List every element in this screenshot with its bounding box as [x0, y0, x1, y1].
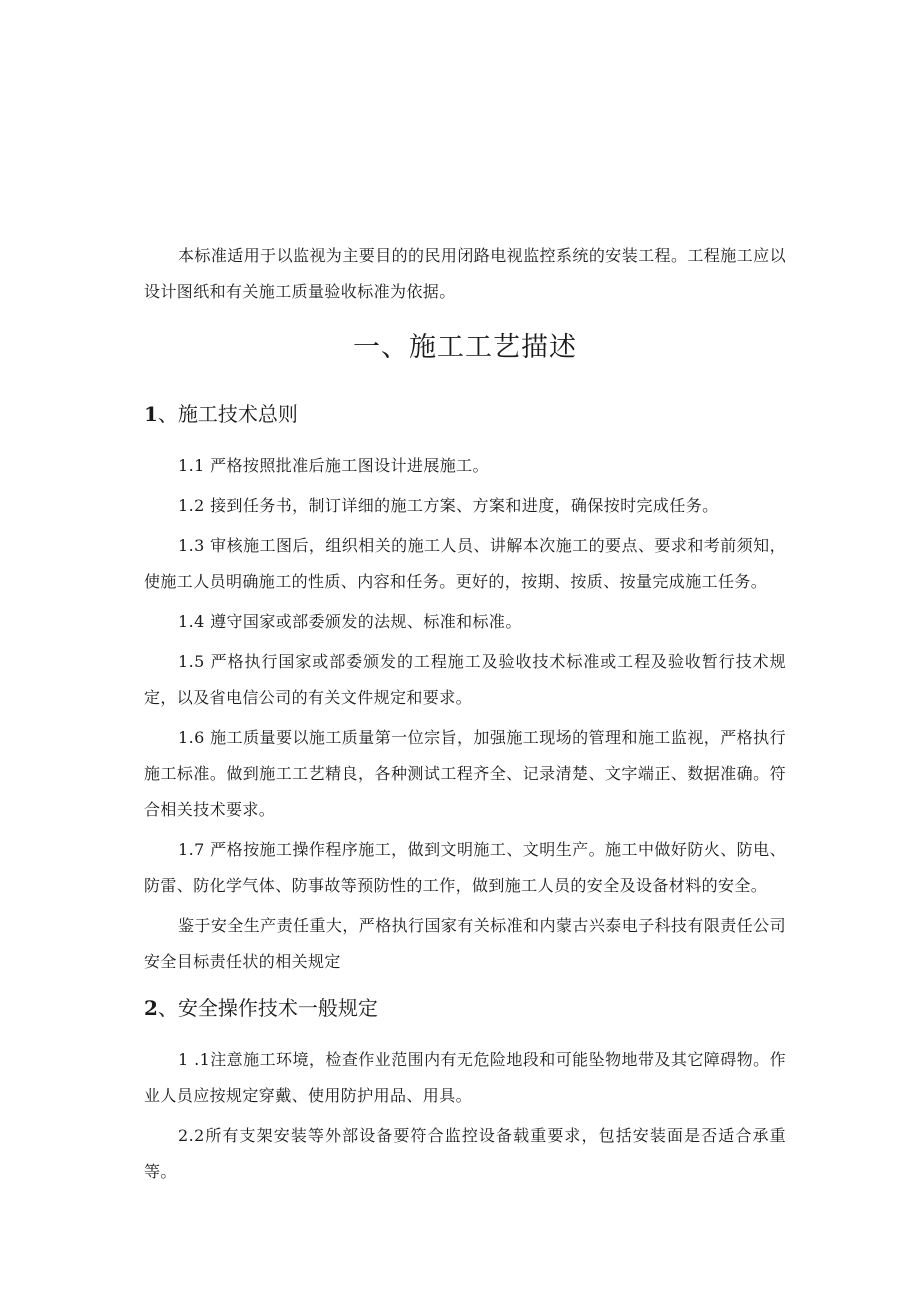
clause-2-1: 1 .1注意施工环境，检查作业范围内有无危险地段和可能坠物地带及其它障碍物。作业人员应按规定穿戴、使用防护用品、用具。 [144, 1050, 786, 1105]
section-2-heading [144, 986, 786, 1030]
section-1-title: 、施工技术总则 [157, 402, 298, 426]
document-body [144, 238, 786, 1194]
section-2-number: 2 [144, 996, 158, 1020]
clause-1-4: 1.4 遵守国家或部委颁发的法规、标准和标准。 [178, 612, 522, 631]
section-1-number: 1 [144, 402, 158, 426]
main-heading: 一、施工工艺描述 [353, 332, 577, 363]
clause-1-2: 1.2 接到任务书，制订详细的施工方案、方案和进度，确保按时完成任务。 [178, 496, 719, 515]
clause-1-5: 1.5 严格执行国家或部委颁发的工程施工及验收技术标准或工程及验收暂行技术规定，以及省电信公司的有关文件规定和要求。 [144, 652, 786, 707]
clause-1-1: 1.1 严格按照批准后施工图设计进展施工。 [178, 456, 489, 475]
intro-paragraph: 本标准适用于以监视为主要目的的民用闭路电视监控系统的安装工程。工程施工应以设计图纸和有关施工质量验收标准为依据。 [144, 246, 786, 301]
section-1-heading [144, 392, 786, 436]
clause-1-3: 1.3 审核施工图后，组织相关的施工人员、讲解本次施工的要点、要求和考前须知，使施工人员明确施工的性质、内容和任务。更好的，按期、按质、按量完成施工任务。 [144, 536, 786, 591]
clause-1-7: 1.7 严格按施工操作程序施工，做到文明施工、文明生产。施工中做好防火、防电、防雷、防化学气体、防事故等预防性的工作，做到施工人员的安全及设备材料的安全。 [144, 840, 786, 895]
clause-2-2: 2.2所有支架安装等外部设备要符合监控设备载重要求，包括安装面是否适合承重等。 [144, 1126, 786, 1181]
section-2-title: 、安全操作技术一般规定 [157, 996, 378, 1020]
clause-1-6: 1.6 施工质量要以施工质量第一位宗旨，加强施工现场的管理和施工监视，严格执行施工标准。做到施工工艺精良，各种测试工程齐全、记录清楚、文字端正、数据准确。符合相关技术要求。 [144, 728, 786, 819]
safety-note-paragraph: 鉴于安全生产责任重大，严格执行国家有关标准和内蒙古兴泰电子科技有限责任公司安全目标责任状的相关规定 [144, 916, 786, 971]
